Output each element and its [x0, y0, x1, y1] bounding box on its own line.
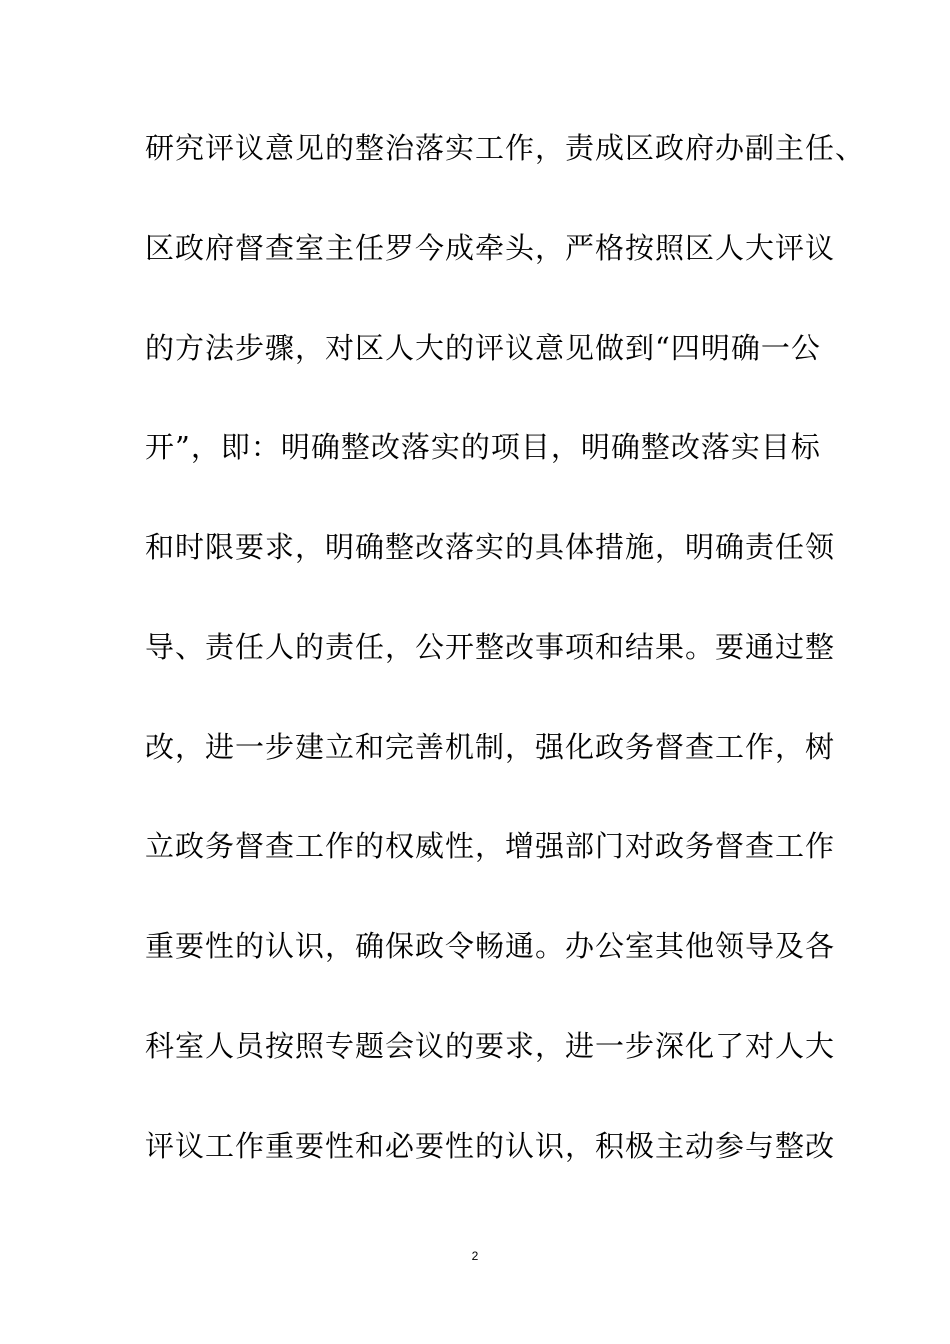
text-line: 的方法步骤，对区人大的评议意见做到“四明确一公 [145, 331, 821, 365]
text-line: 和时限要求，明确整改落实的具体措施，明确责任领 [145, 530, 836, 564]
text-line: 导、责任人的责任，公开整改事项和结果。要通过整 [145, 630, 836, 664]
text-line: 科室人员按照专题会议的要求，进一步深化了对人大 [145, 1029, 836, 1063]
text-line: 重要性的认识，确保政令畅通。办公室其他领导及各 [145, 929, 836, 963]
text-line: 开”，即：明确整改落实的项目，明确整改落实目标 [145, 430, 821, 464]
text-line: 评议工作重要性和必要性的认识，积极主动参与整改 [145, 1129, 836, 1163]
page-number: 2 [471, 1249, 479, 1263]
text-line: 立政务督查工作的权威性，增强部门对政务督查工作 [145, 829, 836, 863]
text-line: 区政府督查室主任罗今成牵头，严格按照区人大评议 [145, 231, 836, 265]
text-line: 改，进一步建立和完善机制，强化政务督查工作，树 [145, 730, 836, 764]
text-line: 研究评议意见的整治落实工作，责成区政府办副主任、 [145, 131, 866, 165]
